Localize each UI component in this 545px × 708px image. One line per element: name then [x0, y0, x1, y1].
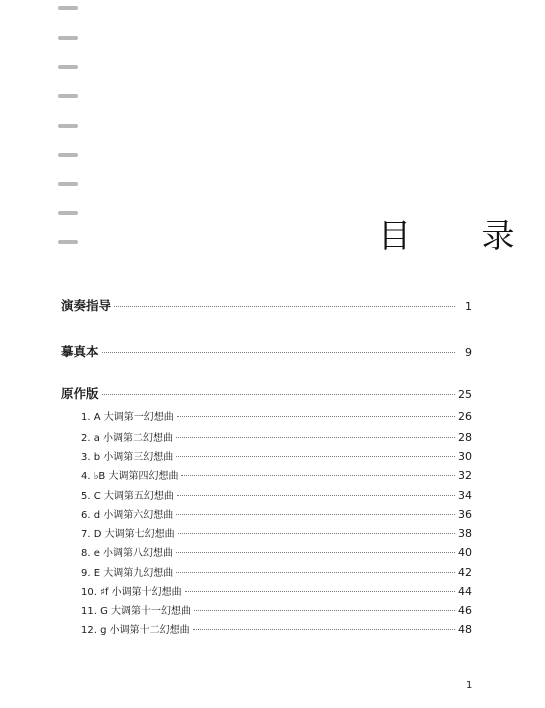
margin-mark: [58, 6, 78, 10]
toc-entry-fantasia-10[interactable]: [81, 583, 472, 598]
toc-section-facsimile[interactable]: [61, 342, 472, 360]
dot-leader: [176, 437, 455, 438]
dot-leader: [185, 591, 455, 592]
toc-entry-fantasia-11[interactable]: [81, 602, 472, 617]
toc-entry-fantasia-9[interactable]: [81, 564, 472, 579]
toc-entry-label: 2. a 小调第二幻想曲: [81, 433, 174, 444]
toc-entry-fantasia-8[interactable]: [81, 544, 472, 559]
toc-entry-label: 9. E 大调第九幻想曲: [81, 568, 174, 579]
toc-entry-label: 3. b 小调第三幻想曲: [81, 452, 174, 463]
toc-page-number: 9: [465, 346, 472, 359]
toc-entry-label: 11. G 大调第十一幻想曲: [81, 606, 192, 617]
toc-entry-label: 6. d 小调第六幻想曲: [81, 510, 174, 521]
toc-entry-fantasia-4[interactable]: [81, 467, 472, 482]
toc-page-number: 34: [458, 489, 472, 502]
toc-page-number: 48: [458, 623, 472, 636]
toc-page-number: 42: [458, 566, 472, 579]
toc-page-number: 26: [458, 410, 472, 423]
dot-leader: [177, 416, 455, 417]
toc-entry-label: 7. D 大调第七幻想曲: [81, 529, 175, 540]
dot-leader: [194, 610, 455, 611]
toc-entry-fantasia-1[interactable]: [81, 408, 472, 423]
toc-entry-fantasia-7[interactable]: [81, 525, 472, 540]
page-number: 1: [466, 680, 473, 691]
toc-page-number: 28: [458, 431, 472, 444]
toc-entry-fantasia-5[interactable]: [81, 487, 472, 502]
toc-page-number: 36: [458, 508, 472, 521]
toc-page-number: 1: [465, 300, 472, 313]
margin-mark: [58, 36, 78, 40]
margin-mark: [58, 211, 78, 215]
toc-page-number: 38: [458, 527, 472, 540]
toc-section-label: 摹真本: [61, 344, 99, 359]
dot-leader: [102, 352, 455, 353]
toc-page-number: 46: [458, 604, 472, 617]
toc-entry-fantasia-12[interactable]: [81, 621, 472, 636]
toc-entry-label: 1. A 大调第一幻想曲: [81, 412, 174, 423]
dot-leader: [176, 552, 455, 553]
toc-section-label: 原作版: [61, 386, 99, 401]
toc-page-number: 40: [458, 546, 472, 559]
margin-mark: [58, 153, 78, 157]
toc-section-performance-guide[interactable]: [61, 296, 472, 314]
toc-section-label: 演奏指导: [61, 298, 112, 313]
margin-mark: [58, 94, 78, 98]
dot-leader: [193, 629, 455, 630]
toc-section-original-edition[interactable]: [61, 384, 472, 402]
toc-title: 目 录: [378, 216, 545, 255]
toc-entry-fantasia-6[interactable]: [81, 506, 472, 521]
toc-page-number: 25: [458, 388, 472, 401]
margin-mark: [58, 124, 78, 128]
dot-leader: [102, 394, 455, 395]
dot-leader: [176, 514, 455, 515]
dot-leader: [177, 495, 455, 496]
toc-entry-label: 10. ♯f 小调第十幻想曲: [81, 587, 182, 598]
toc-entry-label: 8. e 小调第八幻想曲: [81, 548, 174, 559]
margin-mark: [58, 240, 78, 244]
dot-leader: [178, 533, 455, 534]
dot-leader: [176, 572, 455, 573]
toc-entry-label: 12. g 小调第十二幻想曲: [81, 625, 190, 636]
toc-page-number: 44: [458, 585, 472, 598]
toc-page-number: 30: [458, 450, 472, 463]
dot-leader: [181, 475, 455, 476]
dot-leader: [114, 306, 455, 307]
toc-entry-fantasia-3[interactable]: [81, 448, 472, 463]
toc-entry-label: 4. ♭B 大调第四幻想曲: [81, 471, 179, 482]
toc-page-number: 32: [458, 469, 472, 482]
margin-mark: [58, 182, 78, 186]
toc-entry-fantasia-2[interactable]: [81, 429, 472, 444]
toc-entry-label: 5. C 大调第五幻想曲: [81, 491, 174, 502]
dot-leader: [176, 456, 455, 457]
margin-mark: [58, 65, 78, 69]
